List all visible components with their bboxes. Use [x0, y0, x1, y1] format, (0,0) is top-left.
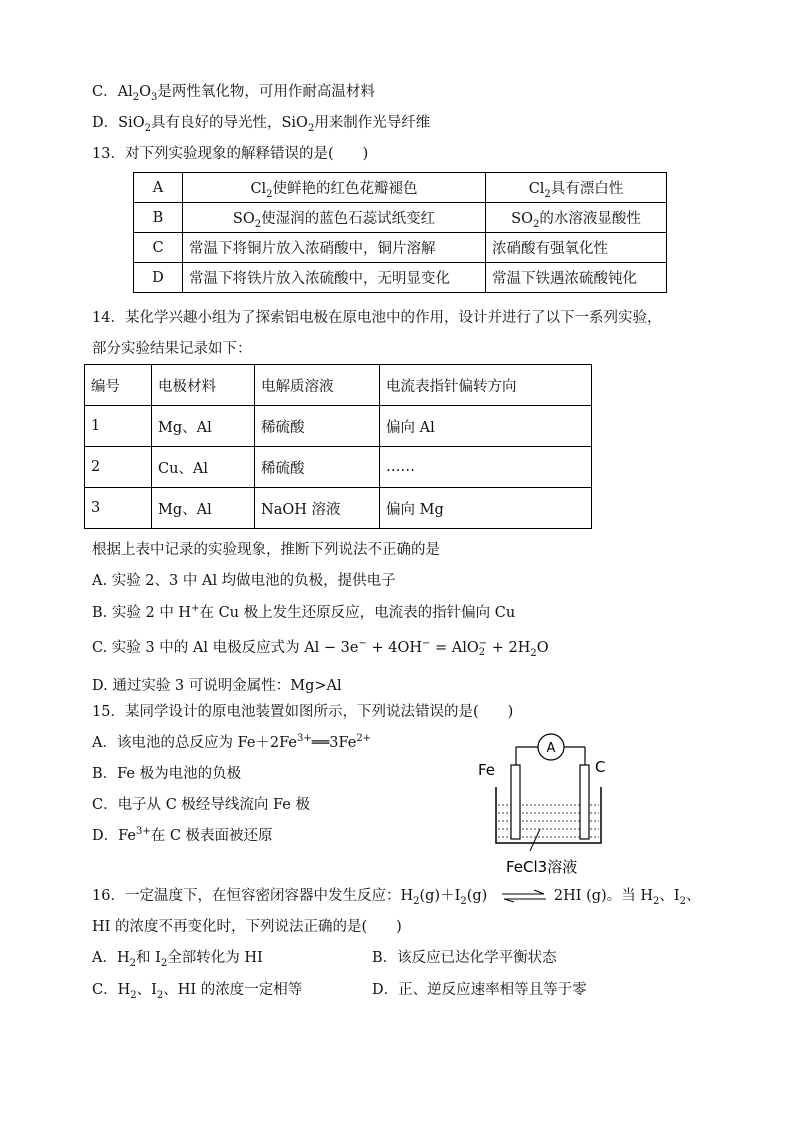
table-row [85, 488, 592, 529]
c-electrode [580, 765, 589, 839]
galvanic-cell-figure [470, 733, 620, 879]
row-label: C [134, 233, 183, 263]
q16-option-b: B．该反应已达化学平衡状态 [372, 950, 557, 966]
ammeter-label: A [546, 741, 556, 756]
header-cell: 编号 [85, 365, 152, 406]
table-row [134, 203, 667, 233]
explanation-cell: 浓硝酸有强氧化性 [486, 233, 667, 263]
q14-question: 根据上表中记录的实验现象，推断下列说法不正确的是 [92, 542, 440, 558]
q15-option-d: D．$Fe^{3+}$在 C 极表面被还原 [92, 826, 273, 844]
cell: 3 [85, 488, 152, 529]
explanation-cell: 常温下铁遇浓硫酸钝化 [486, 263, 667, 293]
q14-option-c: C. 实验 3 中的 Al 电极反应式为 Al − 3e− + 4OH− = AlO − 2 + $2H_2O$ [92, 638, 549, 659]
cell: 偏向 Al [380, 406, 592, 447]
table-row [85, 447, 592, 488]
table-row [85, 406, 592, 447]
phenomenon-cell: $Cl_2$使鲜艳的红色花瓣褪色 [183, 173, 486, 203]
q14-option-d: D. 通过实验 3 可说明金属性：Mg>Al [92, 678, 342, 694]
q14-stem-line2: 部分实验结果记录如下： [92, 341, 252, 357]
phenomenon-cell: 常温下将铜片放入浓硝酸中，铜片溶解 [183, 233, 486, 263]
row-label: B [134, 203, 183, 233]
fe-electrode-label: Fe [478, 761, 496, 779]
q15-stem: 15．某同学设计的原电池装置如图所示，下列说法错误的是( ) [92, 704, 514, 720]
electrode-equation: Al − 3e− + 4OH− = AlO − 2 + $2H_2O$ [304, 638, 549, 659]
q14-stem-line1: 14．某化学兴趣小组为了探索铝电极在原电池中的作用，设计并进行了以下一系列实验， [92, 310, 662, 326]
q14-option-b: B. 实验 2 中 H+在 Cu 极上发生还原反应，电流表的指针偏向 Cu [92, 603, 516, 621]
header-cell: 电流表指针偏转方向 [380, 365, 592, 406]
pointer-line [530, 829, 540, 851]
cell: 2 [85, 447, 152, 488]
q16-stem-line2: HI 的浓度不再变化时，下列说法正确的是( ) [92, 919, 402, 935]
q14-table [84, 364, 592, 529]
q16-option-d: D．正、逆反应速率相等且等于零 [372, 982, 587, 998]
table-header-row [85, 365, 592, 406]
q15-option-b: B．Fe 极为电池的负极 [92, 766, 242, 782]
phenomenon-cell: $SO_2$使湿润的蓝色石蕊试纸变红 [183, 203, 486, 233]
cell: NaOH 溶液 [255, 488, 380, 529]
q13-stem: 13．对下列实验现象的解释错误的是( ) [92, 146, 369, 162]
q15-option-a: A．该电池的总反应为 $Fe+2Fe^{3+}══3Fe^{2+}$ [92, 733, 372, 751]
row-label: A [134, 173, 183, 203]
q12-option-c: C．$Al_2O_3$是两性氧化物，可用作耐高温材料 [92, 84, 375, 103]
cell: …… [380, 447, 592, 488]
figure-caption: FeCl3溶液 [506, 858, 578, 876]
cell: 稀硫酸 [255, 447, 380, 488]
fe-electrode [511, 765, 520, 839]
header-cell: 电解质溶液 [255, 365, 380, 406]
cell: Cu、Al [152, 447, 255, 488]
q14-option-a: A. 实验 2、3 中 Al 均做电池的负极，提供电子 [92, 573, 396, 589]
q12-option-d: D．SiO$_2$具有良好的导光性，SiO$_2$用来制作光导纤维 [92, 115, 431, 134]
equilibrium-arrow-icon [500, 889, 548, 903]
cell: Mg、Al [152, 488, 255, 529]
explanation-cell: $Cl_2$具有漂白性 [486, 173, 667, 203]
cell: Mg、Al [152, 406, 255, 447]
c-electrode-label: C [595, 758, 606, 776]
q16-option-a: A．$H_2$和 $I_2$全部转化为 HI [92, 950, 263, 969]
q15-option-c: C．电子从 C 极经导线流向 Fe 极 [92, 797, 310, 813]
row-label: D [134, 263, 183, 293]
explanation-cell: $SO_2$的水溶液显酸性 [486, 203, 667, 233]
header-cell: 电极材料 [152, 365, 255, 406]
table-row [134, 263, 667, 293]
phenomenon-cell: 常温下将铁片放入浓硫酸中，无明显变化 [183, 263, 486, 293]
q13-table [133, 172, 667, 293]
q16-stem-line1: 16．一定温度下，在恒容密闭容器中发生反应：$H_2(g)+I_2(g)$ 2HI (g)。当 $H_2$、$I_2$、 [92, 888, 701, 907]
cell: 1 [85, 406, 152, 447]
table-row [134, 233, 667, 263]
cell: 稀硫酸 [255, 406, 380, 447]
cell: 偏向 Mg [380, 488, 592, 529]
q16-option-c: C．$H_2$、$I_2$、HI 的浓度一定相等 [92, 982, 303, 1001]
table-row [134, 173, 667, 203]
